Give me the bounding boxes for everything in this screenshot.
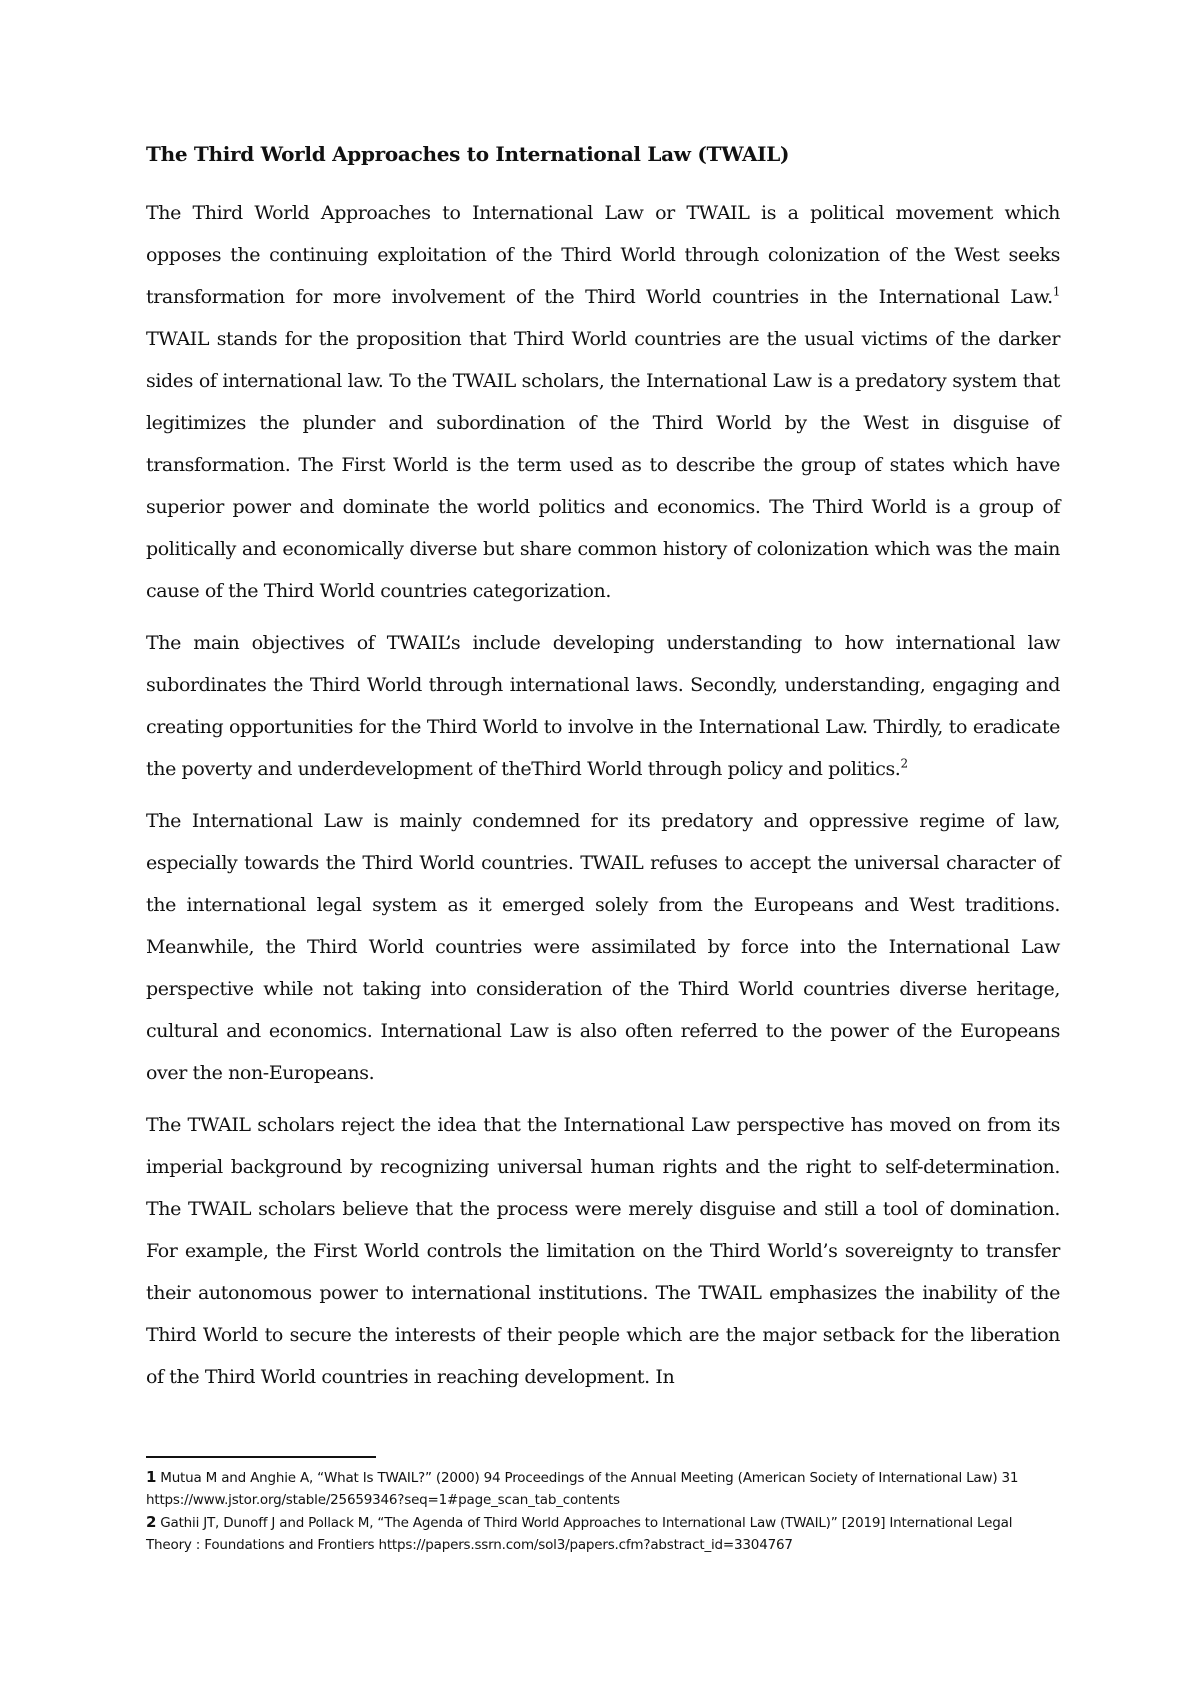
- paragraph-1-text-b: TWAIL stands for the proposition that Third World countries are the usual victims of the darker sides of international law. To the TWAIL scholars, the International Law is a predatory system that legitimizes the plunder and subordination of the Third World by the West in disguise of transformation. The First World is the term used as to describe the group of states which have superior power and dominate the world politics and economics. The Third World is a group of politically and economically diverse but share common history of colonization which was the main cause of the Third World countries categorization.: [146, 328, 1060, 602]
- footnote-2: [146, 1511, 1060, 1556]
- paragraph-1-text-a: The Third World Approaches to International Law or TWAIL is a political movement which opposes the continuing exploitation of the Third World through colonization of the West seeks transformation for more involvement of the Third World countries in the International Law.: [146, 202, 1060, 308]
- footnote-ref-2[interactable]: 2: [900, 756, 908, 771]
- document-body: [146, 140, 1060, 1408]
- paragraph-1: [146, 192, 1060, 612]
- footnote-text: Mutua M and Anghie A, “What Is TWAIL?” (2000) 94 Proceedings of the Annual Meeting (American Society of International Law) 31 https://www.jstor.org/stable/25659346?seq=1#page_scan_tab_contents: [146, 1470, 1019, 1508]
- paragraph-2-text: The main objectives of TWAIL’s include developing understanding to how international law subordinates the Third World through international laws. Secondly, understanding, engaging and creating opportunities for the Third World to involve in the International Law. Thirdly, to eradicate the poverty and underdevelopment of theThird World through policy and politics.: [146, 632, 1060, 780]
- footnote-ref-1[interactable]: 1: [1052, 284, 1060, 299]
- footnote-number: 2: [146, 1513, 157, 1531]
- footnote-separator: [146, 1456, 376, 1458]
- paragraph-2: [146, 622, 1060, 790]
- paragraph-4: The TWAIL scholars reject the idea that the International Law perspective has moved on from its imperial background by recognizing universal human rights and the right to self-determination. The TWAIL scholars believe that the process were merely disguise and still a tool of domination. For example, the First World controls the limitation on the Third World’s sovereignty to transfer their autonomous power to international institutions. The TWAIL emphasizes the inability of the Third World to secure the interests of their people which are the major setback for the liberation of the Third World countries in reaching development. In: [146, 1114, 1060, 1388]
- footnote-1: [146, 1466, 1060, 1511]
- document-title: The Third World Approaches to International Law (TWAIL): [146, 142, 790, 166]
- footnote-text: Gathii JT, Dunoff J and Pollack M, “The Agenda of Third World Approaches to International Law (TWAIL)” [2019] International Legal Theory : Foundations and Frontiers https://papers.ssrn.com/sol3/papers.cfm?abstract_id=3304767: [146, 1515, 1013, 1553]
- footnotes: [146, 1466, 1060, 1556]
- paragraph-3: The International Law is mainly condemned for its predatory and oppressive regime of law, especially towards the Third World countries. TWAIL refuses to accept the universal character of the international legal system as it emerged solely from the Europeans and West traditions. Meanwhile, the Third World countries were assimilated by force into the International Law perspective while not taking into consideration of the Third World countries diverse heritage, cultural and economics. International Law is also often referred to the power of the Europeans over the non-Europeans.: [146, 810, 1060, 1084]
- footnote-number: 1: [146, 1468, 157, 1486]
